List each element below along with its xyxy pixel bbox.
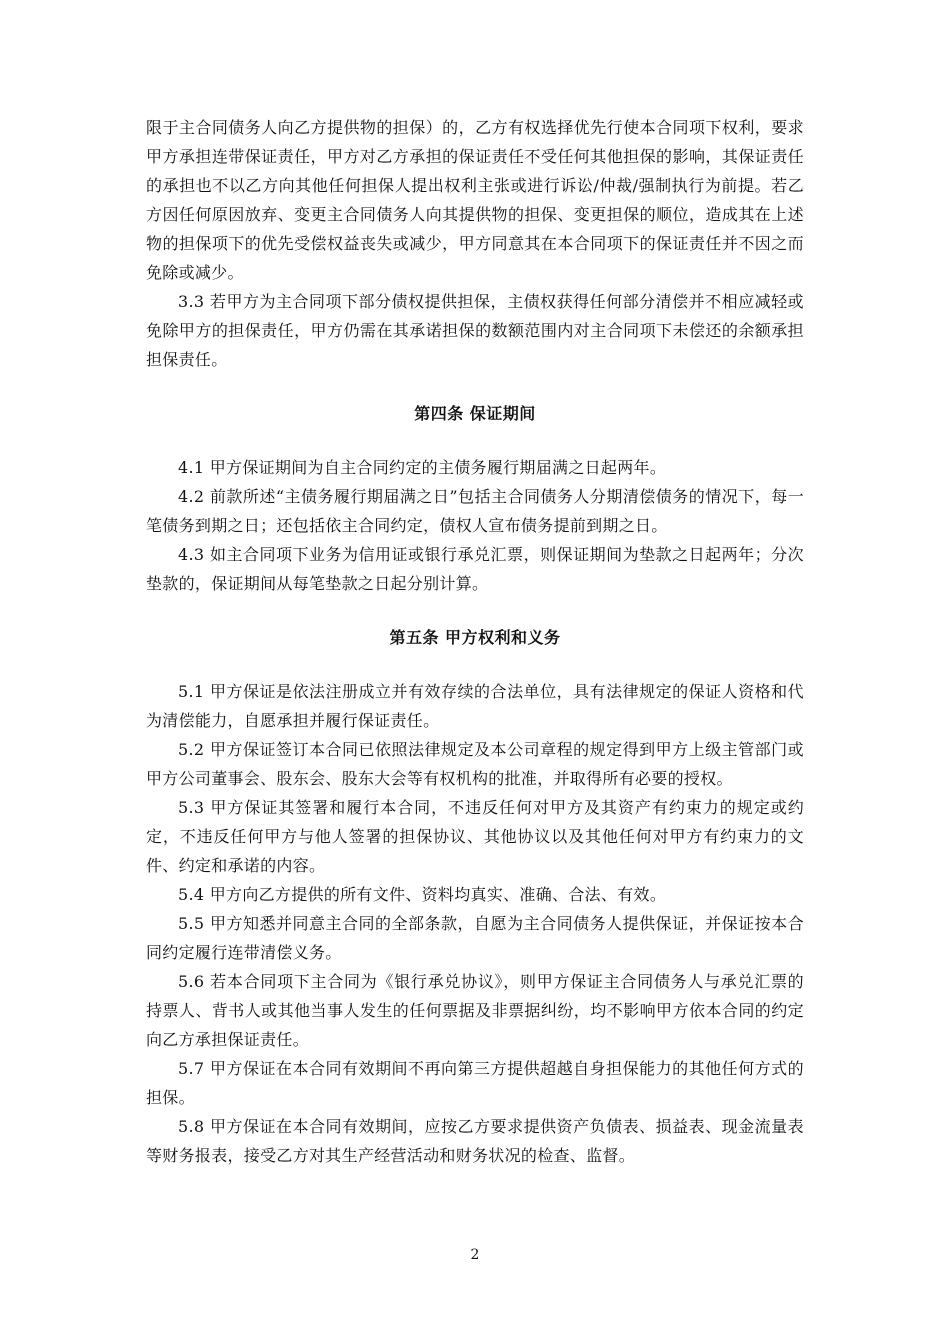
article-4-heading: 第四条 保证期间 [414,404,536,423]
page-number: 2 [470,1247,480,1263]
paragraph-5-5: 5.5 甲方知悉并同意主合同的全部条款，自愿为主合同债务人提供保证，并保证按本合同约定履行连带清偿义务。 [146,914,804,962]
paragraph-5-8: 5.8 甲方保证在本合同有效期间，应按乙方要求提供资产负债表、损益表、现金流量表等财务报表，接受乙方对其生产经营活动和财务状况的检查、监督。 [146,1117,804,1165]
paragraph-4-2: 4.2 前款所述“主债务履行期届满之日”包括主合同债务人分期清偿债务的情况下，每一笔债务到期之日；还包括依主合同约定，债权人宣布债务提前到期之日。 [146,487,804,535]
document-body [146,113,804,1170]
paragraph-5-6: 5.6 若本合同项下主合同为《银行承兑协议》，则甲方保证主合同债务人与承兑汇票的持票人、背书人或其他当事人发生的任何票据及非票据纠纷，均不影响甲方依本合同的约定向乙方承担保证责任。 [146,972,804,1049]
article-5-heading: 第五条 甲方权利和义务 [389,628,561,647]
paragraph-5-2: 5.2 甲方保证签订本合同已依照法律规定及本公司章程的规定得到甲方上级主管部门或甲方公司董事会、股东会、股东大会等有权机构的批准，并取得所有必要的授权。 [146,740,804,788]
paragraph-5-4: 5.4 甲方向乙方提供的所有文件、资料均真实、准确、合法、有效。 [178,885,667,904]
paragraph-5-1: 5.1 甲方保证是依法注册成立并有效存续的合法单位，具有法律规定的保证人资格和代为清偿能力，自愿承担并履行保证责任。 [146,682,804,730]
paragraph-3-3: 3.3 若甲方为主合同项下部分债权提供担保，主债权获得任何部分清偿并不相应减轻或免除甲方的担保责任，甲方仍需在其承诺担保的数额范围内对主合同项下未偿还的余额承担担保责任。 [146,292,804,369]
paragraph-4-1: 4.1 甲方保证期间为自主合同约定的主债务履行期届满之日起两年。 [178,458,667,477]
paragraph-3-2-continued: 限于主合同债务人向乙方提供物的担保）的，乙方有权选择优先行使本合同项下权利，要求甲方承担连带保证责任，甲方对乙方承担的保证责任不受任何其他担保的影响，其保证责任的承担也不以乙方向其他任何担保人提出权利主张或进行诉讼/仲裁/强制执行为前提。若乙方因任何原因放弃、变更主合同债务人向其提供物的担保、变更担保的顺位，造成其在上述物的担保项下的优先受偿权益丧失或减少，甲方同意其在本合同项下的保证责任并不因之而免除或减少。 [146,118,804,282]
paragraph-4-3: 4.3 如主合同项下业务为信用证或银行承兑汇票，则保证期间为垫款之日起两年；分次垫款的，保证期间从每笔垫款之日起分别计算。 [146,545,804,593]
paragraph-5-3: 5.3 甲方保证其签署和履行本合同，不违反任何对甲方及其资产有约束力的规定或约定，不违反任何甲方与他人签署的担保协议、其他协议以及其他任何对甲方有约束力的文件、约定和承诺的内容。 [146,798,804,875]
paragraph-5-7: 5.7 甲方保证在本合同有效期间不再向第三方提供超越自身担保能力的其他任何方式的担保。 [146,1059,804,1107]
